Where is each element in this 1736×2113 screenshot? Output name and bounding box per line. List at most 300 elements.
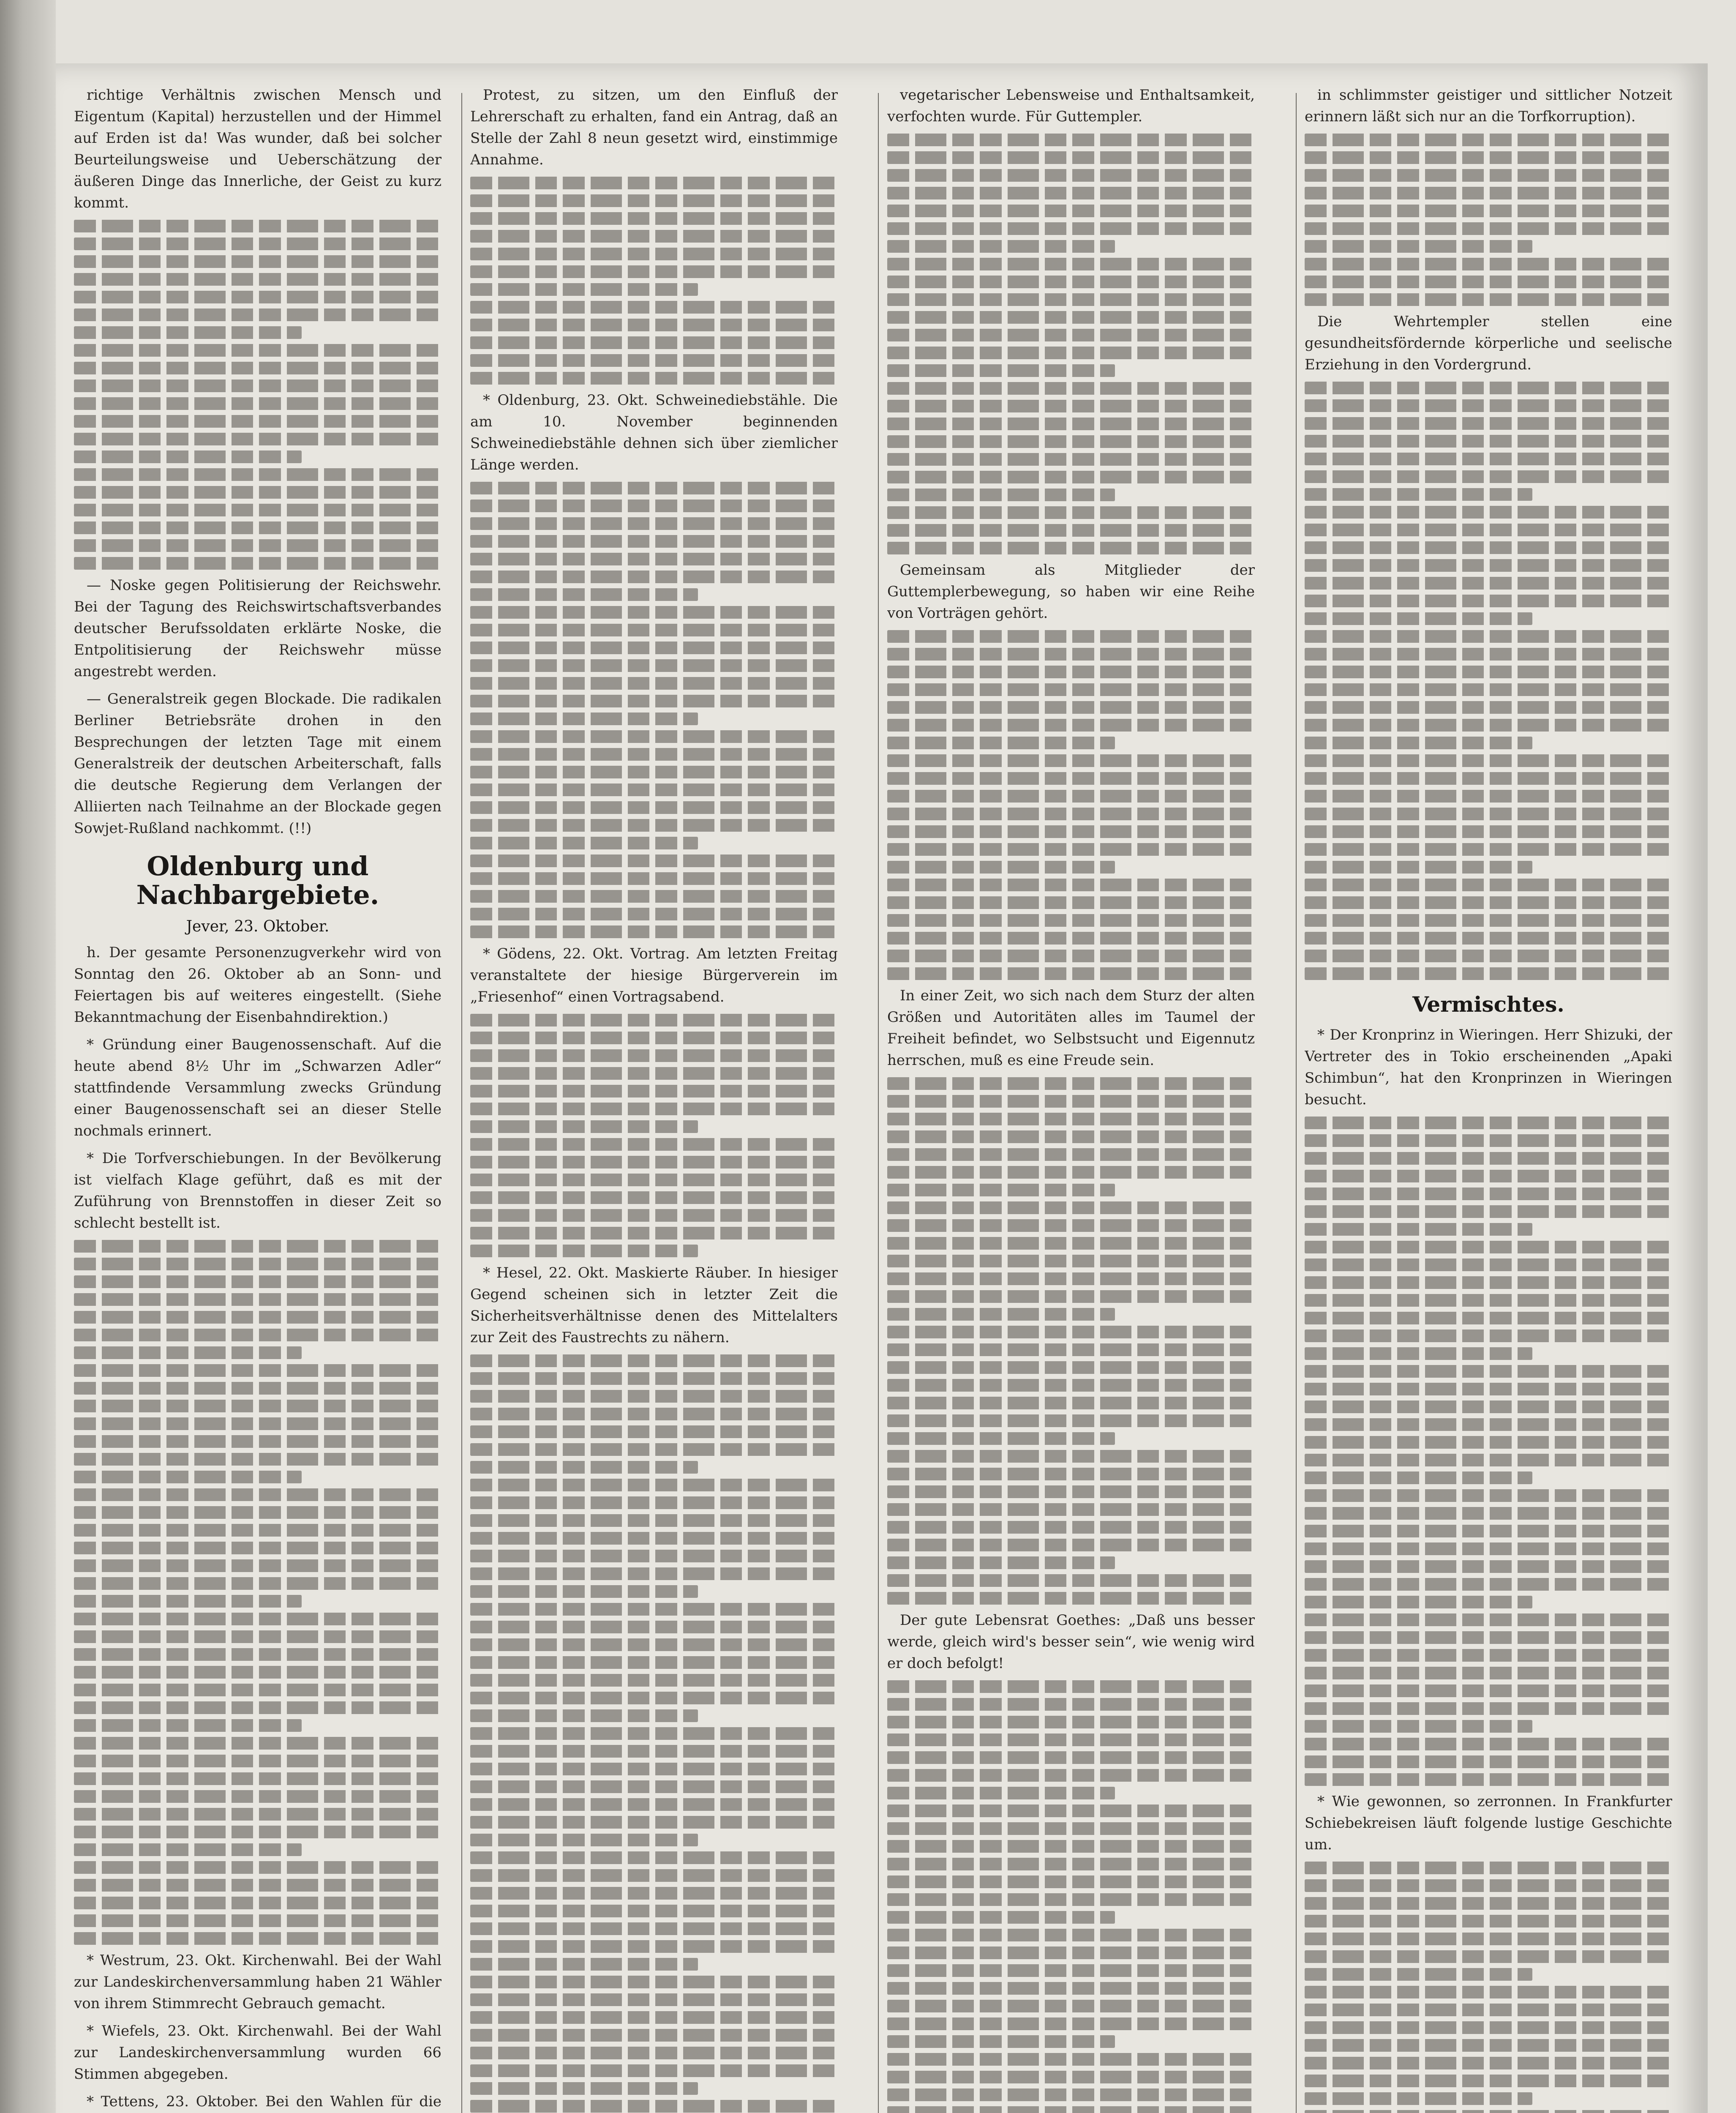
text-line	[887, 1485, 1255, 1498]
text-block	[887, 134, 1255, 554]
text-line	[470, 2047, 838, 2059]
text-line	[470, 1496, 838, 1509]
text-line	[74, 273, 441, 286]
text-line	[1305, 1241, 1672, 1253]
text-line	[470, 372, 838, 385]
text-line	[887, 400, 1255, 412]
text-line	[74, 1524, 441, 1537]
text-line	[887, 914, 1255, 927]
text-line	[74, 1488, 441, 1501]
text-line	[74, 1346, 302, 1359]
text-line	[887, 1521, 1255, 1534]
text-line	[1305, 1400, 1672, 1413]
text-line	[470, 1550, 838, 1562]
book-binding-edge	[0, 0, 56, 2113]
text-line	[1305, 382, 1672, 394]
text-block	[470, 1014, 838, 1257]
text-line	[887, 1361, 1255, 1374]
text-block	[470, 1354, 838, 2113]
text-line	[74, 1843, 302, 1856]
text-line	[887, 1911, 1115, 1924]
text-line	[74, 504, 441, 516]
text-line	[1305, 1897, 1672, 1910]
text-line	[470, 730, 838, 743]
text-line	[1305, 1525, 1672, 1537]
article-paragraph: — Generalstreik gegen Blockade. Die radikalen Berliner Betriebsräte drohen in den Besprechungen der letzten Tage mit einem Generalstreik der deutschen Arbeiterschaft, falls die deutsche Regierung dem Verlangen der Alliierten nach Teilnahme an der Blockade gegen Sowjet-Rußland nachkommt. (!!)	[74, 691, 441, 837]
text-line	[470, 659, 838, 672]
text-line	[470, 1049, 838, 1062]
text-line	[1305, 1542, 1672, 1555]
text-line	[74, 344, 441, 357]
text-line	[1305, 1205, 1672, 1218]
text-line	[470, 177, 838, 189]
text-line	[74, 539, 441, 552]
text-line	[1305, 399, 1672, 412]
text-line	[1305, 1188, 1672, 1200]
text-line	[1305, 1667, 1672, 1679]
text-line	[1305, 630, 1672, 643]
article-paragraph: * Hesel, 22. Okt. Maskierte Räuber. In hiesiger Gegend scheinen sich in letzter Zeit die Sicherheitsverhältnisse denen des Mittelalters zur Zeit des Faustrechts zu nähern.	[470, 1264, 838, 1346]
text-line	[470, 1567, 838, 1580]
article-paragraph: Der gute Lebensrat Goethes: „Daß uns besser werde, gleich wird's besser sein“, wie wenig wird er doch befolgt!	[887, 1612, 1255, 1672]
text-line	[470, 553, 838, 565]
article-paragraph: vegetarischer Lebensweise und Enthaltsamkeit, verfochten wurde. Für Guttempler.	[887, 87, 1255, 125]
text-line	[74, 308, 441, 321]
text-line	[1305, 559, 1672, 572]
text-line	[470, 819, 838, 832]
text-line	[74, 415, 441, 428]
text-line	[1305, 1418, 1672, 1431]
text-line	[887, 1237, 1255, 1250]
text-line	[470, 1354, 838, 1367]
text-line	[470, 517, 838, 530]
text-line	[470, 1372, 838, 1385]
text-line	[1305, 1862, 1672, 1874]
text-line	[887, 205, 1255, 217]
text-line	[887, 364, 1115, 377]
text-line	[1305, 932, 1672, 945]
text-line	[470, 265, 838, 278]
text-line	[1305, 577, 1672, 590]
text-line	[887, 382, 1255, 395]
text-line	[74, 1790, 441, 1803]
text-line	[1305, 754, 1672, 767]
text-line	[887, 435, 1255, 448]
text-line	[1305, 2004, 1672, 2016]
column-rule	[878, 93, 879, 2113]
text-line	[1305, 1738, 1672, 1750]
text-line	[470, 283, 698, 296]
text-line	[74, 1648, 441, 1661]
text-line	[470, 1408, 838, 1420]
text-line	[887, 489, 1115, 501]
text-line	[1305, 719, 1672, 732]
text-line	[1305, 1631, 1672, 1644]
text-line	[470, 301, 838, 314]
text-line	[1305, 2039, 1672, 2052]
text-line	[74, 1311, 441, 1324]
text-line	[1305, 1365, 1672, 1378]
text-line	[1305, 1117, 1672, 1129]
text-line	[74, 1914, 441, 1927]
text-line	[74, 1826, 441, 1838]
text-line	[887, 1450, 1255, 1463]
text-line	[1305, 843, 1672, 856]
text-line	[887, 896, 1255, 909]
text-line	[1305, 417, 1672, 430]
text-line	[1305, 1613, 1672, 1626]
text-line	[1305, 205, 1672, 217]
text-line	[887, 2088, 1255, 2101]
text-line	[470, 1709, 698, 1722]
text-line	[887, 1113, 1255, 1125]
text-line	[74, 1701, 441, 1714]
text-line	[74, 1240, 441, 1253]
text-line	[1305, 1986, 1672, 1998]
text-line	[1305, 772, 1672, 785]
text-line	[1305, 1259, 1672, 1271]
article-paragraph: richtige Verhältnis zwischen Mensch und Eigentum (Kapital) herzustellen und der Himmel auf Erden ist da! Was wunder, daß bei solcher Beurteilungsweise und Ueberschätzung der äußeren Dinge das Innerliche, der Geist zu kurz kommt.	[74, 87, 441, 211]
text-line	[1305, 701, 1672, 714]
text-line	[470, 2064, 838, 2077]
article-paragraph: * Gödens, 22. Okt. Vortrag. Am letzten Freitag veranstaltete der hiesige Bürgerverein im „Friesenhof“ einen Vortragsabend.	[470, 945, 838, 1005]
text-line	[74, 1559, 441, 1572]
text-line	[887, 1680, 1255, 1693]
text-line	[1305, 2110, 1672, 2113]
text-line	[470, 872, 838, 885]
text-line	[74, 1861, 441, 1874]
text-line	[1305, 1933, 1672, 1945]
text-line	[887, 2017, 1255, 2030]
text-line	[1305, 1312, 1672, 1324]
text-line	[74, 1630, 441, 1643]
text-line	[470, 1727, 838, 1740]
article-paragraph: In einer Zeit, wo sich nach dem Sturz der alten Größen und Autoritäten alles im Taumel der Freiheit befindet, wo Selbstsucht und Eigennutz herrschen, muß es eine Freude sein.	[887, 987, 1255, 1069]
text-line	[470, 1585, 698, 1598]
text-line	[1305, 222, 1672, 235]
text-line	[74, 1364, 441, 1377]
text-line	[1305, 524, 1672, 536]
text-line	[470, 1390, 838, 1403]
text-line	[887, 2000, 1255, 2012]
text-line	[470, 1763, 838, 1775]
text-block	[887, 630, 1255, 980]
text-line	[74, 1417, 441, 1430]
text-line	[887, 754, 1255, 767]
text-line	[887, 790, 1255, 803]
text-line	[887, 861, 1115, 874]
text-line	[1305, 1276, 1672, 1289]
text-line	[887, 1734, 1255, 1746]
text-line	[74, 1684, 441, 1696]
text-line	[74, 326, 302, 339]
text-line	[887, 506, 1255, 519]
text-line	[1305, 1436, 1672, 1449]
text-line	[887, 808, 1255, 820]
text-line	[470, 588, 698, 601]
text-line	[74, 379, 441, 392]
text-line	[470, 1067, 838, 1080]
text-line	[887, 1805, 1255, 1817]
text-line	[470, 2082, 698, 2095]
text-line	[74, 433, 441, 445]
text-line	[470, 606, 838, 619]
article-paragraph: * Westrum, 23. Okt. Kirchenwahl. Bei der Wahl zur Landeskirchenversammlung haben 21 Wähler von ihrem Stimmrecht Gebrauch gemacht.	[74, 1952, 441, 2012]
text-line	[470, 1245, 698, 1257]
text-line	[470, 1120, 698, 1133]
text-line	[470, 336, 838, 349]
text-block	[1305, 382, 1672, 980]
text-line	[887, 1929, 1255, 1941]
text-line	[74, 220, 441, 232]
text-line	[887, 825, 1255, 838]
text-line	[74, 486, 441, 499]
text-block	[74, 220, 441, 570]
text-line	[1305, 151, 1672, 164]
text-line	[74, 1595, 302, 1608]
text-line	[887, 1574, 1255, 1587]
text-line	[887, 542, 1255, 554]
section-heading: Vermischtes.	[1412, 992, 1564, 1017]
text-line	[887, 1556, 1115, 1569]
text-line	[74, 1772, 441, 1785]
text-line	[470, 1032, 838, 1044]
section-heading: Oldenburg und Nachbargebiete.	[136, 851, 379, 911]
text-line	[887, 1822, 1255, 1835]
text-line	[74, 238, 441, 250]
text-line	[1305, 1329, 1672, 1342]
text-line	[887, 701, 1255, 714]
text-line	[887, 169, 1255, 182]
text-line	[470, 925, 838, 938]
text-line	[887, 418, 1255, 430]
text-line	[470, 1887, 838, 1900]
article-paragraph: Gemeinsam als Mitglieder der Guttemplerbewegung, so haben wir eine Reihe von Vorträgen gehört.	[887, 562, 1255, 622]
text-line	[470, 1780, 838, 1793]
text-line	[1305, 2057, 1672, 2069]
text-line	[470, 1461, 698, 1474]
article-paragraph: in schlimmster geistiger und sittlicher Notzeit erinnern läßt sich nur an die Torfkorruption).	[1305, 87, 1672, 125]
text-line	[470, 784, 838, 796]
text-line	[470, 1138, 838, 1151]
text-block	[887, 1680, 1255, 2113]
article-paragraph: * Gründung einer Baugenossenschaft. Auf die heute abend 8½ Uhr im „Schwarzen Adler“ stattfindende Versammlung zwecks Gründung einer Baugenossenschaft sei an dieser Stelle nochmals erinnert.	[74, 1036, 441, 1140]
text-line	[470, 1443, 838, 1456]
text-line	[1305, 453, 1672, 465]
text-line	[887, 1201, 1255, 1214]
text-line	[74, 1453, 441, 1466]
text-line	[887, 347, 1255, 359]
text-block	[1305, 1862, 1672, 2113]
text-line	[74, 557, 441, 570]
article-paragraph: * Die Torfverschiebungen. In der Bevölkerung ist vielfach Klage geführt, daß es mit der Zuführung von Brennstoffen in dieser Zeit so schlecht bestellt ist.	[74, 1150, 441, 1232]
text-line	[470, 535, 838, 548]
text-line	[470, 890, 838, 903]
text-line	[1305, 1915, 1672, 1927]
text-block	[74, 1240, 441, 1945]
text-line	[887, 1503, 1255, 1516]
text-line	[74, 397, 441, 410]
text-line	[887, 471, 1255, 483]
text-line	[887, 276, 1255, 288]
text-line	[470, 1425, 838, 1438]
text-line	[1305, 1720, 1532, 1733]
text-line	[887, 950, 1255, 962]
text-line	[887, 879, 1255, 891]
text-line	[887, 1592, 1255, 1605]
text-line	[470, 1621, 838, 1633]
text-line	[470, 248, 838, 260]
text-line	[1305, 1560, 1672, 1573]
text-line	[1305, 2021, 1672, 2034]
text-line	[887, 1698, 1255, 1711]
text-line	[887, 1468, 1255, 1480]
text-line	[470, 1103, 838, 1115]
text-line	[74, 1329, 441, 1341]
text-line	[887, 524, 1255, 537]
text-line	[887, 258, 1255, 270]
column-1	[74, 85, 441, 2113]
text-line	[74, 1471, 302, 1483]
text-line	[1305, 896, 1672, 909]
text-line	[1305, 1347, 1532, 1360]
text-line	[1305, 276, 1672, 288]
text-line	[1305, 470, 1672, 483]
text-line	[470, 1209, 838, 1222]
text-block	[470, 177, 838, 385]
text-line	[887, 666, 1255, 678]
text-line	[470, 1174, 838, 1186]
text-line	[1305, 1383, 1672, 1395]
text-line	[887, 1184, 1115, 1196]
text-line	[887, 329, 1255, 341]
text-line	[1305, 1507, 1672, 1520]
text-line	[1305, 506, 1672, 519]
text-line	[470, 801, 838, 814]
article-paragraph: Protest, zu sitzen, um den Einfluß der Lehrerschaft zu erhalten, fand ein Antrag, daß an Stelle der Zahl 8 neun gesetzt wird, einstimmige Annahme.	[470, 87, 838, 168]
text-line	[887, 1787, 1115, 1799]
text-line	[1305, 1294, 1672, 1307]
text-line	[1305, 790, 1672, 803]
text-line	[470, 482, 838, 494]
text-line	[470, 2100, 838, 2113]
text-line	[1305, 1596, 1532, 1608]
text-line	[887, 1379, 1255, 1392]
text-line	[887, 772, 1255, 785]
text-line	[470, 1656, 838, 1669]
text-line	[470, 1085, 838, 1097]
article-paragraph: * Oldenburg, 23. Okt. Schweinediebstähle. Die am 10. November beginnenden Schweinediebstähle dehnen sich über ziemlicher Länge werden.	[470, 392, 838, 473]
text-line	[887, 932, 1255, 945]
text-line	[1305, 666, 1672, 678]
text-line	[1305, 879, 1672, 891]
text-line	[887, 843, 1255, 856]
text-line	[74, 1577, 441, 1590]
text-line	[887, 1290, 1255, 1303]
text-line	[887, 683, 1255, 696]
text-line	[1305, 1471, 1532, 1484]
text-line	[887, 1077, 1255, 1090]
text-line	[74, 255, 441, 268]
text-line	[887, 222, 1255, 235]
text-line	[470, 1227, 838, 1239]
text-block	[470, 482, 838, 938]
text-line	[470, 713, 698, 725]
text-line	[887, 1751, 1255, 1764]
text-line	[887, 1326, 1255, 1338]
text-line	[1305, 1489, 1672, 1502]
text-line	[74, 521, 441, 534]
text-line	[74, 450, 302, 463]
text-line	[887, 2035, 1115, 2048]
text-line	[1305, 967, 1672, 980]
text-line	[1305, 737, 1532, 749]
text-block	[887, 1077, 1255, 1605]
text-line	[470, 194, 838, 207]
text-line	[470, 212, 838, 225]
text-line	[1305, 595, 1672, 607]
text-line	[887, 1219, 1255, 1232]
text-line	[887, 1946, 1255, 1959]
text-line	[1305, 435, 1672, 448]
text-line	[1305, 1879, 1672, 1892]
text-line	[887, 630, 1255, 643]
text-line	[74, 1382, 441, 1395]
text-line	[887, 1095, 1255, 1108]
text-line	[1305, 293, 1672, 306]
text-line	[887, 1166, 1255, 1179]
text-line	[1305, 612, 1532, 625]
text-line	[887, 1875, 1255, 1888]
text-line	[1305, 683, 1672, 696]
column-rule	[461, 93, 462, 2113]
text-line	[74, 1719, 302, 1732]
text-line	[470, 1798, 838, 1811]
text-line	[1305, 2075, 1672, 2087]
column-rule	[1296, 93, 1297, 2113]
text-line	[1305, 808, 1672, 820]
text-line	[1305, 1684, 1672, 1697]
text-line	[1305, 541, 1672, 554]
text-line	[887, 240, 1115, 253]
text-line	[74, 1293, 441, 1306]
text-line	[1305, 134, 1672, 146]
text-line	[1305, 488, 1532, 501]
text-line	[887, 1840, 1255, 1853]
text-line	[887, 134, 1255, 146]
text-line	[470, 230, 838, 243]
text-line	[470, 1958, 698, 1971]
text-line	[887, 1130, 1255, 1143]
text-line	[470, 1940, 838, 1953]
text-line	[470, 1993, 838, 2006]
text-line	[74, 1879, 441, 1892]
text-line	[470, 1816, 838, 1829]
article-paragraph: * Tettens, 23. Oktober. Bei den Wahlen für die	[87, 2093, 441, 2110]
text-line	[470, 354, 838, 367]
text-line	[887, 1964, 1255, 1977]
text-line	[470, 1479, 838, 1491]
text-line	[470, 571, 838, 583]
text-line	[1305, 1702, 1672, 1715]
text-line	[887, 1539, 1255, 1551]
text-line	[1305, 1454, 1672, 1466]
text-line	[887, 1272, 1255, 1285]
text-line	[887, 1432, 1115, 1445]
column-2	[470, 85, 838, 2113]
text-line	[470, 908, 838, 920]
text-line	[1305, 1578, 1672, 1591]
